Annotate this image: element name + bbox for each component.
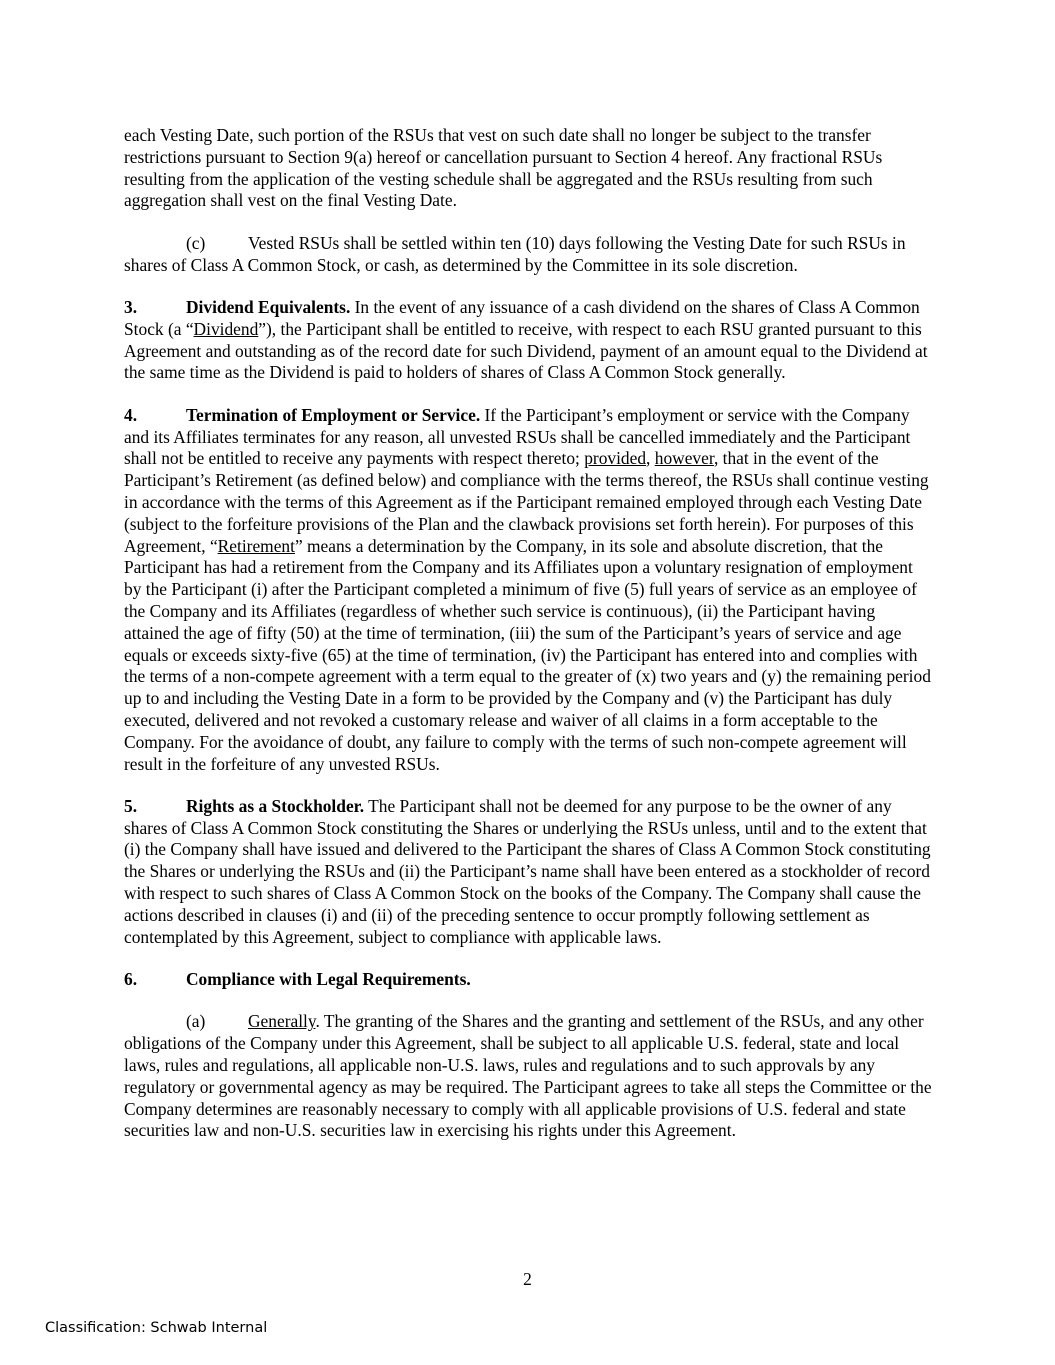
paragraph-text: each Vesting Date, such portion of the RSUs that vest on such date shall no longer be subject to the transfer restrictions pursuant to Section 9(a) hereof or cancellation pursuant to Section 4 hereof. Any fractional RSUs resulting from the application of the vesting schedule shall be aggregated and the RSUs resulting from such aggregation shall vest on the final Vesting Date. — [124, 125, 883, 211]
section-text: If the Participant’s employment or service with the Company and its Affiliates terminates for any reason, all unvested RSUs shall be cancelled immediately and the Participant shall not be entitled to receive any payments with respect thereto; — [124, 404, 911, 469]
term-provided: provided — [584, 448, 647, 469]
section-text: ”), the Participant shall be entitled to receive, with respect to each RSU granted pursuant to this Agreement and outstanding as of the record date for such Dividend, payment of an amount equal to the Dividend at the same time as the Dividend is paid to holders of shares of Class A Common Stock generally. — [124, 318, 928, 383]
clause-label: (a) — [186, 1011, 206, 1032]
paragraph-vesting-continuation — [124, 125, 932, 212]
section-5-stockholder-rights — [124, 796, 932, 949]
section-4-termination — [124, 405, 932, 776]
clause-label: (c) — [186, 232, 206, 253]
section-heading: Compliance with Legal Requirements. — [186, 969, 471, 990]
classification-label: Classification: Schwab Internal — [45, 1320, 268, 1336]
section-3-dividend-equivalents — [124, 297, 932, 384]
section-text: ” means a determination by the Company, in its sole and absolute discretion, that the Participant has had a retirement from the Company and its Affiliates upon a voluntary resignation of employment by the Participant (i) after the Participant completed a minimum of five (5) full years of service as an employee of the Company and its Affiliates (regardless of whether such service is continuous), (ii) the Participant having attained the age of fifty (50) at the time of termination, (iii) the sum of the Participant’s years of service and age equals or exceeds sixty-five (65) at the time of termination, (iv) the Participant has entered into and complies with the terms of a non-compete agreement with a term equal to the greater of (x) two years and (y) the remaining period up to and including the Vesting Date in a form to be provided by the Company and (v) the Participant has duly executed, delivered and not revoked a customary release and waiver of all claims in a form acceptable to the Company. For the avoidance of doubt, any failure to comply with the terms of such non-compete agreement will result in the forfeiture of any unvested RSUs. — [124, 535, 931, 774]
section-number: 5. — [124, 795, 138, 816]
paragraph-text: Vested RSUs shall be settled within ten (10) days following the Vesting Date for such RSUs in shares of Class A Common Stock, or cash, as determined by the Committee in its sole discretion. — [124, 232, 906, 275]
separator: , — [646, 448, 655, 469]
paragraph-text: . The granting of the Shares and the granting and settlement of the RSUs, and any other obligations of the Company under this Agreement, shall be subject to all applicable U.S. federal, state and local laws, rules and regulations, all applicable non-U.S. laws, rules and regulations and to such approvals by any regulatory or governmental agency as may be required. The Participant agrees to take all steps the Committee or the Company determines are reasonably necessary to comply with all applicable provisions of U.S. federal and state securities law and non-U.S. securities law in exercising his rights under this Agreement. — [124, 1011, 932, 1141]
section-text: The Participant shall not be deemed for any purpose to be the owner of any shares of Class A Common Stock constituting the Shares or underlying the RSUs unless, until and to the extent that (i) the Company shall have issued and delivered to the Participant the shares of Class A Common Stock constituting the Shares or underlying the RSUs and (ii) the Participant’s name shall have been entered as a stockholder of record with respect to such shares of Class A Common Stock on the books of the Company. The Company shall cause the actions described in clauses (i) and (ii) of the preceding sentence to occur promptly following settlement as contemplated by this Agreement, subject to compliance with applicable laws. — [124, 795, 931, 947]
section-text: In the event of any issuance of a cash dividend on the shares of Class A Common Stock (a “ — [124, 296, 920, 339]
section-heading: Termination of Employment or Service. — [186, 404, 481, 425]
paragraph-2c-settlement — [124, 233, 932, 277]
section-number: 3. — [124, 296, 138, 317]
section-heading: Rights as a Stockholder. — [186, 795, 365, 816]
section-number: 4. — [124, 404, 138, 425]
defined-term-dividend: Dividend — [193, 318, 259, 339]
section-text: , that in the event of the Participant’s Retirement (as defined below) and compliance with the terms thereof, the RSUs shall continue vesting in accordance with the terms of this Agreement as if the Participant remained employed through each Vesting Date (subject to the forfeiture provisions of the Plan and the clawback provisions set forth herein). For purposes of this Agreement, “ — [124, 448, 929, 556]
section-number: 6. — [124, 969, 138, 990]
term-however: however — [654, 448, 714, 469]
paragraph-6a-generally — [124, 1011, 932, 1142]
section-heading: Dividend Equivalents. — [186, 296, 351, 317]
defined-term-generally: Generally — [248, 1011, 316, 1032]
page-number: 2 — [523, 1269, 532, 1289]
document-body — [124, 125, 932, 1163]
section-6-heading — [124, 969, 932, 991]
defined-term-retirement: Retirement — [217, 535, 295, 556]
